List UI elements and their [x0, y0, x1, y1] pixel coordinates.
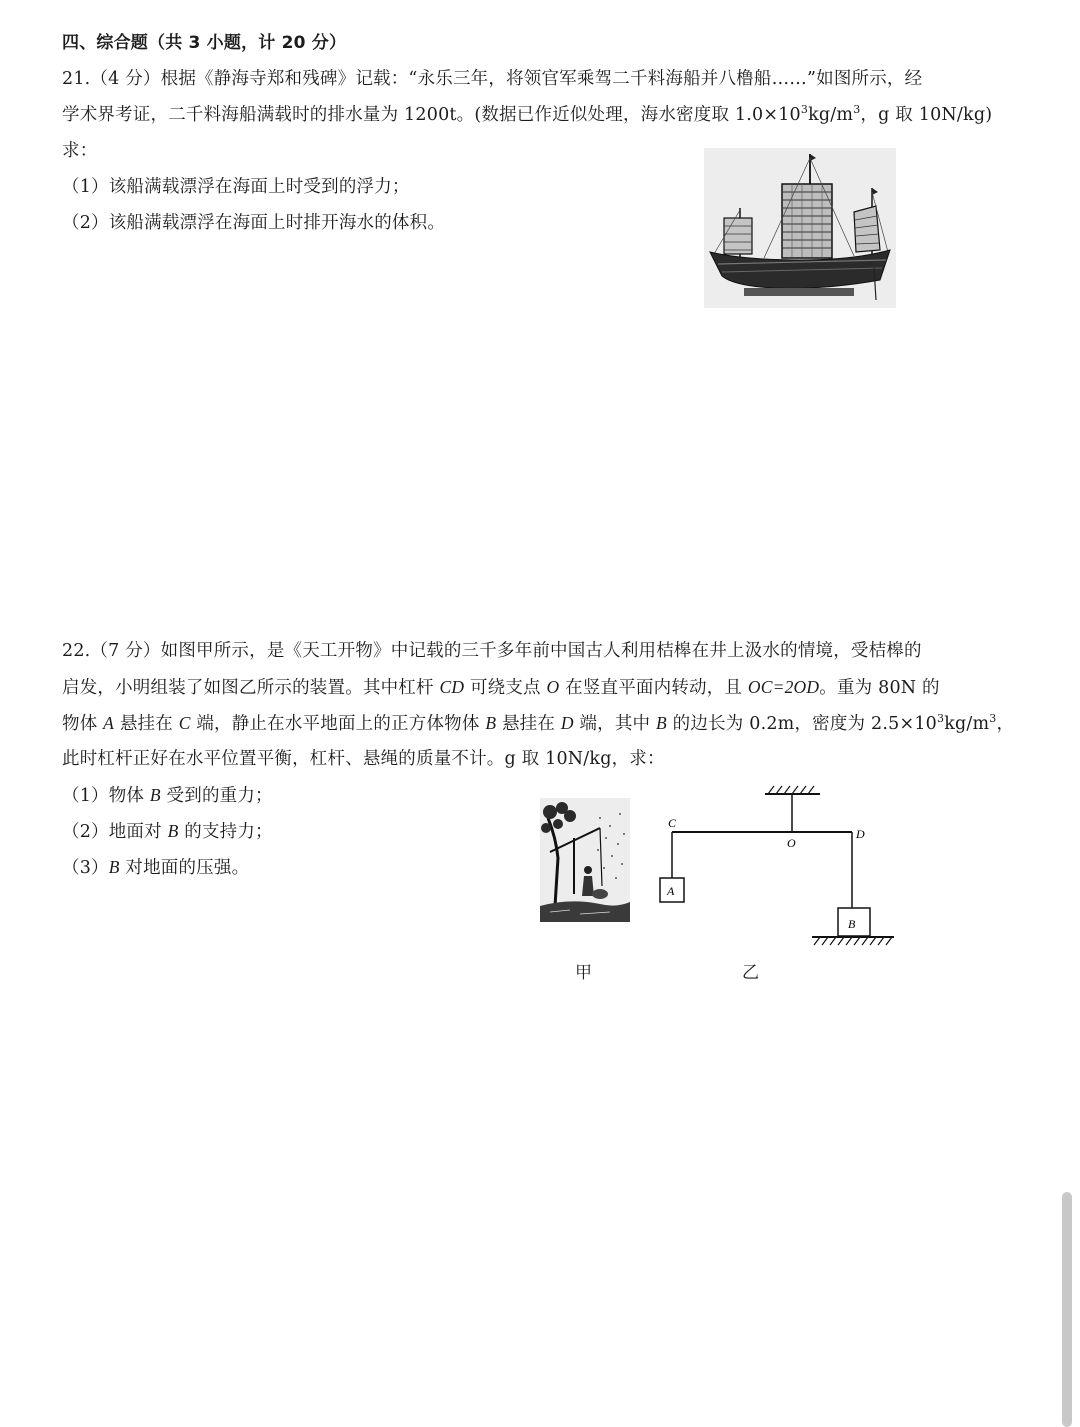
main-sail — [782, 184, 832, 258]
q22-line-4: 此时杠杆正好在水平位置平衡，杠杆、悬绳的质量不计。g 取 10N/kg，求： — [62, 749, 665, 769]
label-o: O — [787, 836, 796, 850]
q22-subquestion-1: （1）物体 B 受到的重力； — [62, 785, 273, 806]
q22-line-1: 22.（7 分）如图甲所示，是《天工开物》中记载的三千多年前中国古人利用桔槔在井上汲水的情境，受桔槔的 — [62, 641, 922, 661]
q21-line-1: 21.（4 分）根据《静海寺郑和残碑》记载：“永乐三年，将领官军乘驾二千料海船并八橹船……”如图所示，经 — [62, 69, 923, 89]
q21-line-2: 学术界考证，二千料海船满载时的排水量为 1200t。(数据已作近似处理，海水密度取 $1.0\times 10^3kg/m^3$，g 取 10N/kg) — [62, 103, 993, 125]
q21-subquestion-2: （2）该船满载漂浮在海面上时排开海水的体积。 — [62, 213, 446, 233]
label-d: D — [856, 827, 865, 841]
q21-line-3: 求： — [62, 141, 98, 161]
label-b: B — [848, 917, 856, 931]
ground-hatching — [814, 937, 892, 945]
q22-subquestion-3: （3）B 对地面的压强。 — [62, 857, 250, 878]
aft-sail — [854, 206, 880, 252]
figure-yi-lever-diagram — [650, 780, 900, 950]
ship-illustration — [704, 148, 896, 308]
q22-line-3: 物体 A 悬挂在 C 端，静止在水平地面上的正方体物体 B 悬挂在 D 端，其中 B 的边长为 0.2m，密度为 $2.5\times 10^3kg/m^3$， — [62, 712, 1015, 734]
label-a: A — [667, 884, 675, 898]
fore-sail — [724, 218, 752, 254]
caption-jia: 甲 — [575, 963, 592, 983]
q22-subquestion-2: （2）地面对 B 的支持力； — [62, 821, 273, 842]
ceiling-hatching — [768, 786, 814, 794]
q21-subquestion-1: （1）该船满载漂浮在海面上时受到的浮力； — [62, 177, 410, 197]
section-title: 四、综合题（共 3 小题，计 20 分） — [62, 33, 347, 53]
vertical-scrollbar[interactable] — [1062, 1192, 1072, 1427]
q22-line-2: 启发，小明组装了如图乙所示的装置。其中杠杆 CD 可绕支点 O 在竖直平面内转动，且 OC=2OD。重为 80N 的 — [62, 677, 940, 698]
figure-jia-well-sweep — [540, 798, 630, 922]
label-c: C — [668, 816, 677, 830]
caption-yi: 乙 — [742, 963, 759, 983]
